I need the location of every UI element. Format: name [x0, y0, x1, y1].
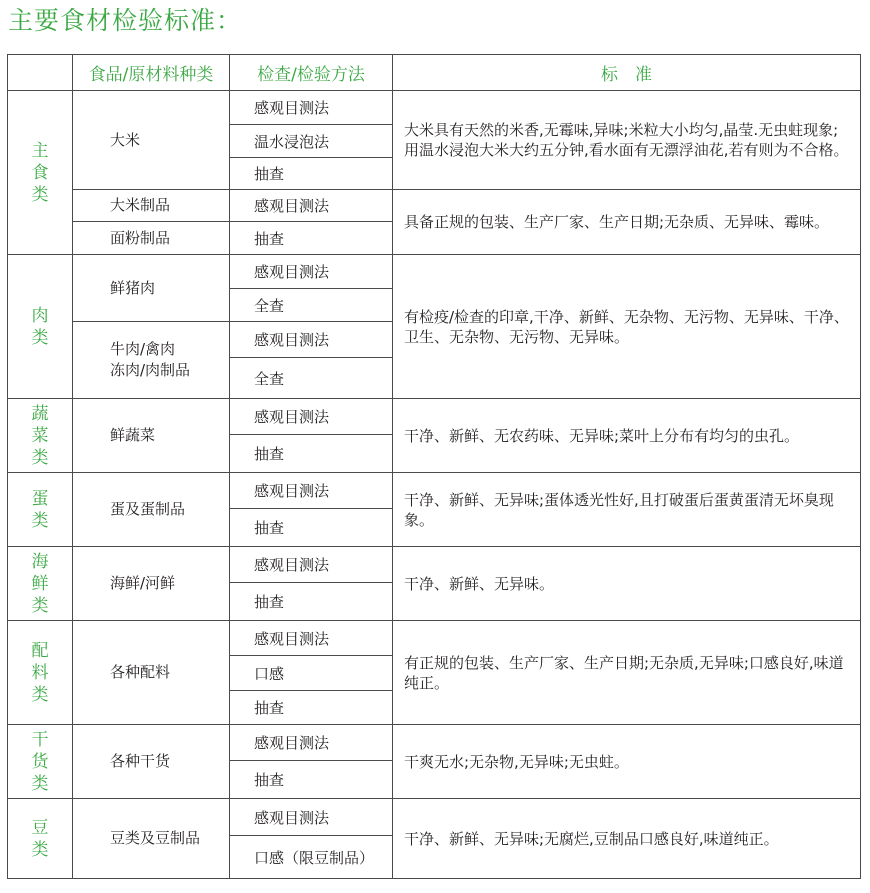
standard-rice-products: 具备正规的包装、生产厂家、生产日期;无杂质、无异味、霉味。: [393, 190, 861, 255]
header-category: [8, 55, 73, 91]
item-beef-frozen: [73, 322, 230, 399]
item-pork: 鲜猪肉: [73, 255, 230, 322]
table-row: [8, 621, 861, 656]
table-row: [8, 547, 861, 583]
method-cell: 抽查: [230, 435, 393, 473]
method-cell: 感观目测法: [230, 255, 393, 289]
method-cell: 口感: [230, 656, 393, 691]
category-egg: 蛋 类: [8, 473, 73, 547]
method-cell: 感观目测法: [230, 725, 393, 761]
method-cell: 抽查: [230, 158, 393, 190]
method-cell: 温水浸泡法: [230, 125, 393, 158]
method-cell: 抽查: [230, 222, 393, 255]
inspection-table: [7, 54, 861, 879]
standard-veg: 干净、新鲜、无农药味、无异味;菜叶上分布有均匀的虫孔。: [393, 399, 861, 473]
category-staple: 主 食 类: [8, 91, 73, 255]
standard-meat: 有检疫/检查的印章,干净、新鲜、无杂物、无污物、无异味、干净、卫生、无杂物、无污物、无异味。: [393, 255, 861, 399]
method-cell: 抽查: [230, 583, 393, 621]
header-standard: 标 准: [393, 55, 861, 91]
category-seafood: 海 鲜 类: [8, 547, 73, 621]
method-cell: 感观目测法: [230, 799, 393, 836]
standard-bean: 干净、新鲜、无异味;无腐烂,豆制品口感良好,味道纯正。: [393, 799, 861, 879]
header-method: 检查/检验方法: [230, 55, 393, 91]
table-row: [8, 473, 861, 509]
category-dried: 干 货 类: [8, 725, 73, 799]
item-seasoning: 各种配料: [73, 621, 230, 725]
item-dried: 各种干货: [73, 725, 230, 799]
table-row: [8, 255, 861, 289]
standard-egg: 干净、新鲜、无异味;蛋体透光性好,且打破蛋后蛋黄蛋清无坏臭现象。: [393, 473, 861, 547]
category-veg: 蔬 菜 类: [8, 399, 73, 473]
method-cell: 感观目测法: [230, 399, 393, 435]
standard-seafood: 干净、新鲜、无异味。: [393, 547, 861, 621]
item-seafood: 海鲜/河鲜: [73, 547, 230, 621]
method-cell: 全查: [230, 289, 393, 322]
item-flour-products: 面粉制品: [73, 222, 230, 255]
table-row: [8, 725, 861, 761]
method-cell: 口感（限豆制品）: [230, 836, 393, 879]
standard-rice: 大米具有天然的米香,无霉味,异味;米粒大小均匀,晶莹.无虫蛀现象; 用温水浸泡大米大约五分钟,看水面有无漂浮油花,若有则为不合格。: [393, 91, 861, 190]
table-row: [8, 190, 861, 222]
page-title: 主要食材检验标准：: [8, 6, 243, 35]
method-cell: 抽查: [230, 691, 393, 725]
method-cell: 抽查: [230, 509, 393, 547]
standard-seasoning: 有正规的包装、生产厂家、生产日期;无杂质,无异味;口感良好,味道纯正。: [393, 621, 861, 725]
category-meat: 肉 类: [8, 255, 73, 399]
item-rice-products: 大米制品: [73, 190, 230, 222]
table-row: [8, 91, 861, 125]
method-cell: 感观目测法: [230, 190, 393, 222]
item-egg: 蛋及蛋制品: [73, 473, 230, 547]
item-frozen-line: 冻肉/肉制品: [110, 361, 191, 379]
method-cell: 感观目测法: [230, 91, 393, 125]
standard-dried: 干爽无水;无杂物,无异味;无虫蛀。: [393, 725, 861, 799]
header-item: 食品/原材料种类: [73, 55, 230, 91]
method-cell: 全查: [230, 358, 393, 399]
method-cell: 抽查: [230, 761, 393, 799]
table-row: [8, 399, 861, 435]
item-rice: 大米: [73, 91, 230, 190]
method-cell: 感观目测法: [230, 322, 393, 358]
header-row: [8, 55, 861, 91]
category-seasoning: 配 料 类: [8, 621, 73, 725]
method-cell: 感观目测法: [230, 621, 393, 656]
method-cell: 感观目测法: [230, 547, 393, 583]
category-bean: 豆 类: [8, 799, 73, 879]
method-cell: 感观目测法: [230, 473, 393, 509]
table-row: [8, 799, 861, 836]
item-beef-line: 牛肉/禽肉: [110, 340, 176, 358]
item-bean: 豆类及豆制品: [73, 799, 230, 879]
item-veg: 鲜蔬菜: [73, 399, 230, 473]
